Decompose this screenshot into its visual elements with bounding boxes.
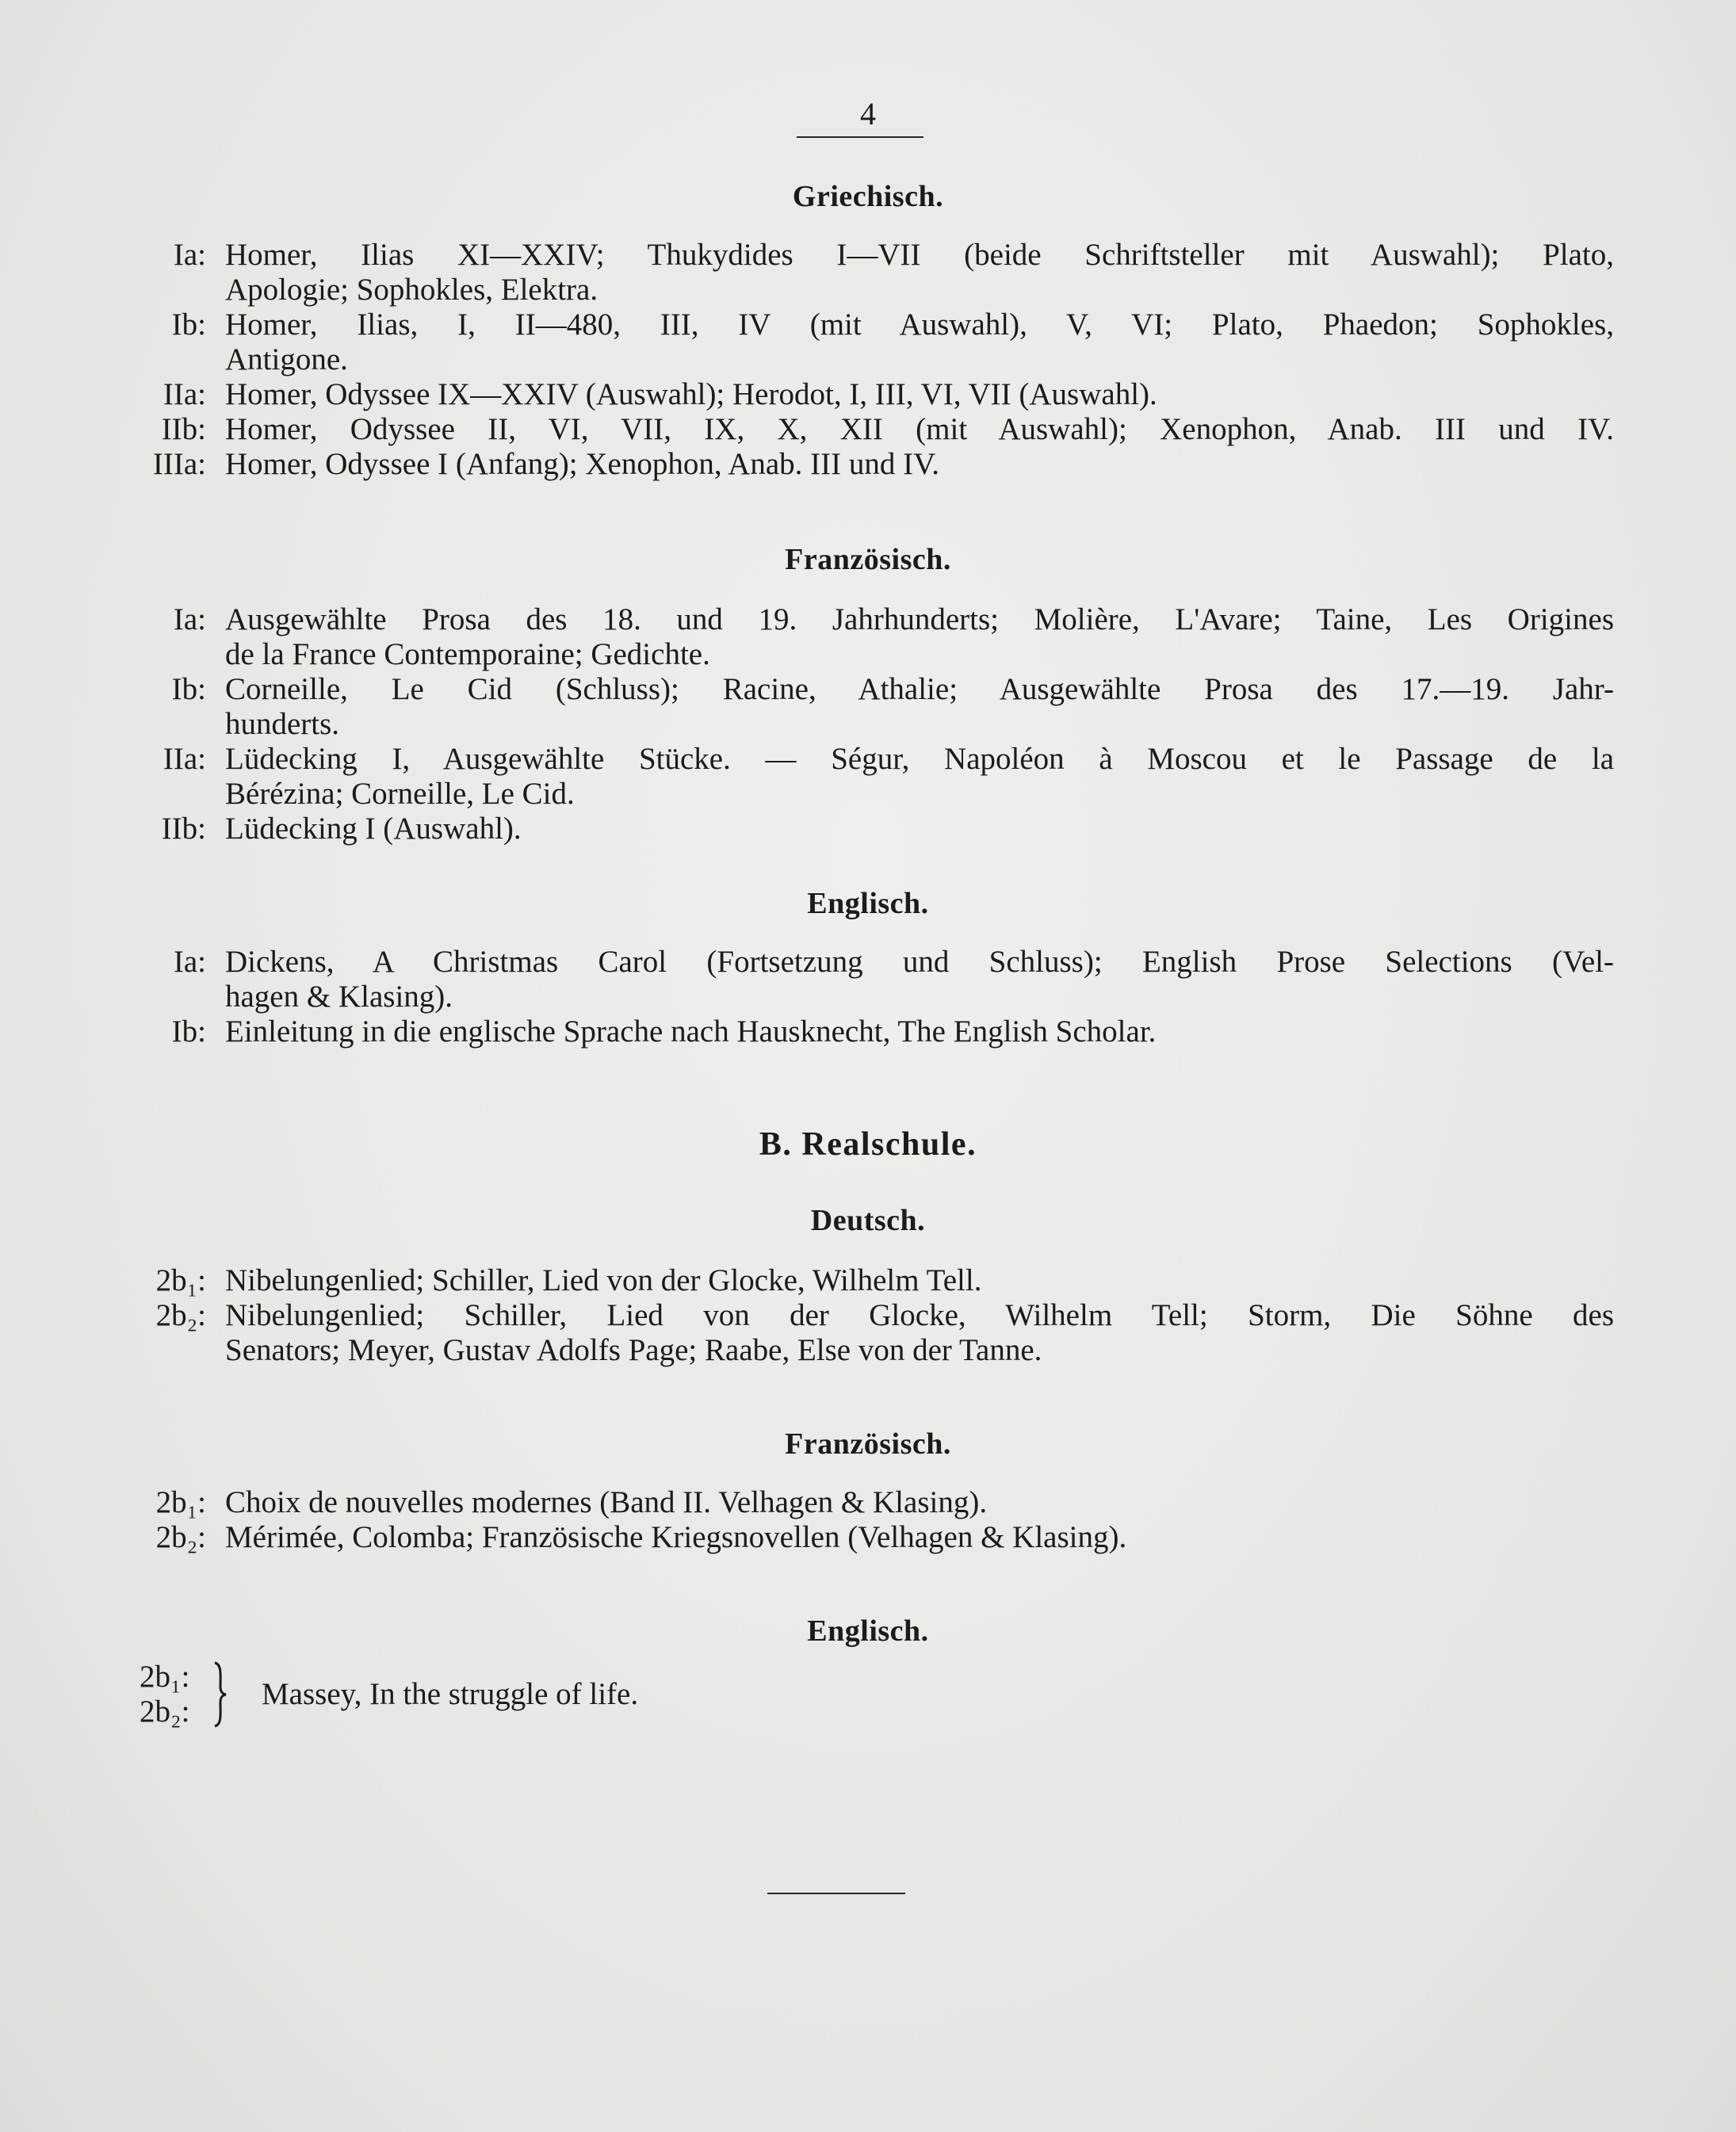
entry-label: Ia:	[173, 945, 206, 979]
entry-line: Homer, Ilias, I, II—480, III, IV (mit Auswahl), V, VI; Plato, Phaedon; Sophokles,	[225, 308, 1614, 342]
right-brace-icon	[212, 1661, 228, 1728]
entry-line: Homer, Odyssee II, VI, VII, IX, X, XII (mit Auswahl); Xenophon, Anab. III und IV.	[225, 412, 1614, 446]
entry-label: 2b₂:	[155, 1520, 206, 1554]
heading-franzoesisch-realschule: Französisch.	[785, 1427, 951, 1461]
entry-label: 2b₂:	[140, 1695, 190, 1729]
entry-label: 2b₁:	[140, 1660, 190, 1694]
entry-line: Nibelungenlied; Schiller, Lied von der Glocke, Wilhelm Tell.	[225, 1263, 982, 1297]
entry-label: 2b₁:	[155, 1263, 206, 1297]
entry-label: IIb:	[161, 412, 206, 446]
entry-line: de la France Contemporaine; Gedichte.	[225, 637, 710, 671]
entry-line: Senators; Meyer, Gustav Adolfs Page; Raabe, Else von der Tanne.	[225, 1333, 1042, 1367]
entry-line: Einleitung in die englische Sprache nach Hausknecht, The English Scholar.	[225, 1014, 1157, 1049]
page-number: 4	[860, 96, 876, 132]
heading-franzoesisch: Französisch.	[785, 543, 951, 576]
entry-line: Homer, Odyssee I (Anfang); Xenophon, Anab. III und IV.	[225, 447, 940, 481]
entry-label: Ia:	[173, 602, 206, 636]
entry-line: Homer, Ilias XI—XXIV; Thukydides I—VII (beide Schriftsteller mit Auswahl); Plato,	[225, 238, 1614, 272]
entry-text: Massey, In the struggle of life.	[262, 1677, 639, 1711]
entry-line: Bérézina; Corneille, Le Cid.	[225, 777, 575, 811]
entry-line: Dickens, A Christmas Carol (Fortsetzung und Schluss); English Prose Selections (Vel-	[225, 945, 1614, 979]
heading-griechisch: Griechisch.	[792, 180, 944, 213]
entry-label: 2b₂:	[155, 1298, 206, 1332]
heading-deutsch: Deutsch.	[810, 1204, 926, 1237]
entry-label: Ib:	[171, 672, 206, 706]
heading-realschule: B. Realschule.	[759, 1126, 977, 1163]
entry-label: IIa:	[163, 377, 206, 411]
entry-label: 2b₁:	[155, 1485, 206, 1519]
heading-englisch-realschule: Englisch.	[807, 1614, 929, 1648]
entry-line: Homer, Odyssee IX—XXIV (Auswahl); Herodot, I, III, VI, VII (Auswahl).	[225, 377, 1157, 411]
entry-label: Ib:	[171, 1014, 206, 1049]
entry-line: Corneille, Le Cid (Schluss); Racine, Athalie; Ausgewählte Prosa des 17.—19. Jahr-	[225, 672, 1614, 706]
entry-line: Apologie; Sophokles, Elektra.	[225, 273, 598, 307]
entry-line: hagen & Klasing).	[225, 980, 453, 1014]
entry-line: Choix de nouvelles modernes (Band II. Velhagen & Klasing).	[225, 1485, 988, 1519]
entry-line: Lüdecking I, Ausgewählte Stücke. — Ségur, Napoléon à Moscou et le Passage de la	[225, 742, 1614, 776]
heading-englisch: Englisch.	[807, 887, 929, 920]
entry-line: Nibelungenlied; Schiller, Lied von der Glocke, Wilhelm Tell; Storm, Die Söhne des	[225, 1298, 1614, 1332]
entry-line: Mérimée, Colomba; Französische Kriegsnovellen (Velhagen & Klasing).	[225, 1520, 1127, 1554]
header-rule	[797, 136, 923, 138]
entry-label: IIIa:	[152, 447, 206, 481]
entry-label: IIb:	[161, 812, 206, 846]
entry-line: Lüdecking I (Auswahl).	[225, 812, 522, 846]
entry-line: Ausgewählte Prosa des 18. und 19. Jahrhunderts; Molière, L'Avare; Taine, Les Origines	[225, 602, 1614, 636]
entry-label: IIa:	[163, 742, 206, 776]
entry-line: Antigone.	[225, 342, 348, 376]
footer-rule	[767, 1893, 905, 1894]
entry-line: hunderts.	[225, 707, 340, 741]
entry-label: Ia:	[173, 238, 206, 272]
entry-label: Ib:	[171, 308, 206, 342]
